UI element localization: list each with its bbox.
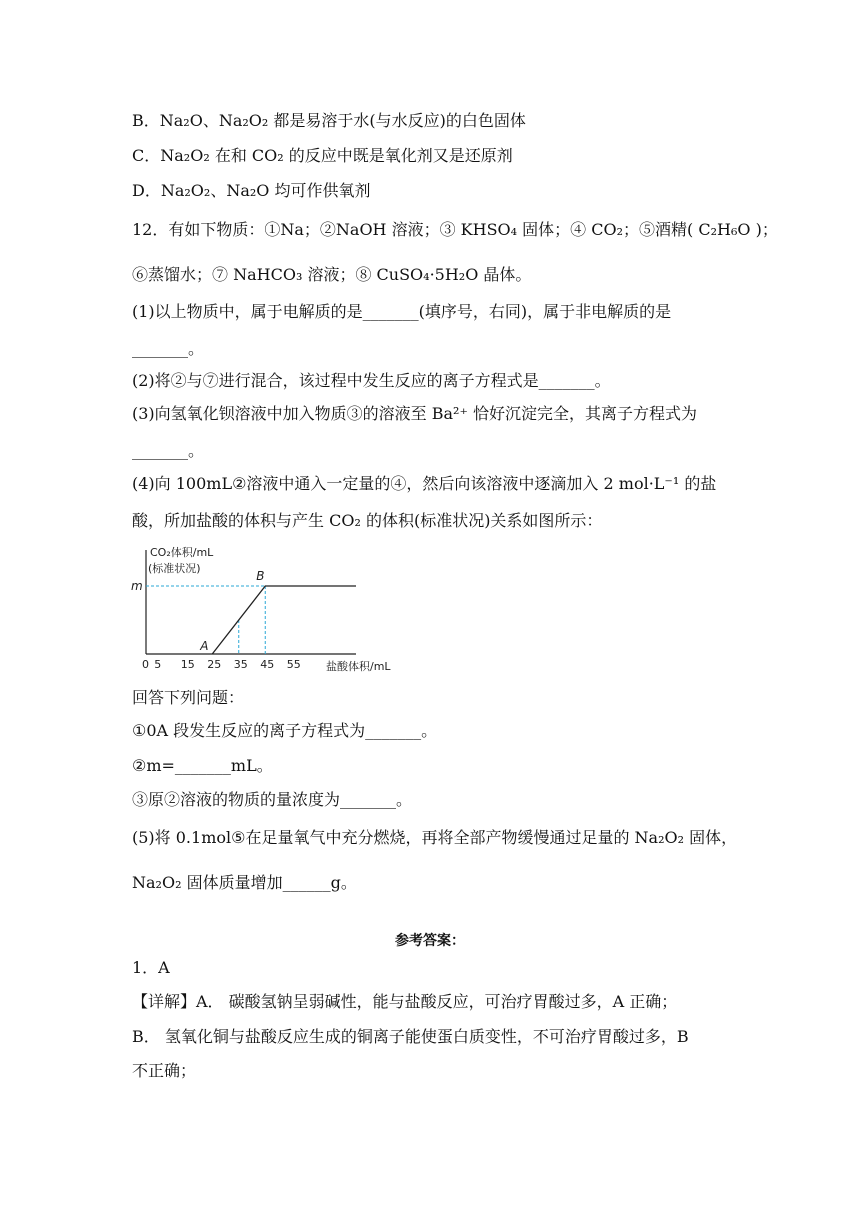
- x-tick-label: 5: [154, 658, 162, 671]
- question-12-cont: ⑥蒸馏水；⑦ NaHCO₃ 溶液；⑧ CuSO₄·5H₂O 晶体。: [132, 265, 532, 284]
- sub-question-1: (1)以上物质中，属于电解质的是_______(填序号，右同)，属于非电解质的是: [132, 302, 672, 321]
- y-tick-label-m: m: [131, 579, 143, 593]
- sub-question-3: (3)向氢氧化钡溶液中加入物质③的溶液至 Ba²⁺ 恰好沉淀完全，其离子方程式为: [132, 404, 697, 423]
- answer-prompt: 回答下列问题：: [132, 688, 245, 707]
- explanation-b: B． 氢氧化铜与盐酸反应生成的铜离子能使蛋白质变性，不可治疗胃酸过多，B: [132, 1027, 689, 1046]
- answer-2: ②m=_______mL。: [132, 756, 273, 775]
- series-line: [212, 586, 356, 654]
- co2-volume-chart: [128, 542, 391, 676]
- y-axis-label: CO₂体积/mL: [150, 546, 214, 559]
- sub-question-5-cont: Na₂O₂ 固体质量增加______g。: [132, 873, 357, 892]
- explanation-b-cont: 不正确；: [132, 1061, 197, 1080]
- x-tick-label: 35: [233, 658, 248, 671]
- answer-3: ③原②溶液的物质的量浓度为_______。: [132, 790, 413, 809]
- x-tick-label: 25: [207, 658, 222, 671]
- sub-question-3-blank: _______。: [132, 441, 205, 460]
- sub-question-1-blank: _______。: [132, 339, 205, 358]
- x-tick-label: 0: [142, 658, 149, 671]
- explanation-a: 【详解】A． 碳酸氢钠呈弱碱性，能与盐酸反应，可治疗胃酸过多，A 正确；: [132, 992, 678, 1011]
- point-label-b: B: [256, 569, 265, 583]
- point-label-a: A: [200, 639, 209, 653]
- option-c: C．Na₂O₂ 在和 CO₂ 的反应中既是氧化剂又是还原剂: [132, 146, 513, 165]
- option-d: D．Na₂O₂、Na₂O 均可作供氧剂: [132, 181, 371, 200]
- x-tick-label: 45: [260, 658, 275, 671]
- option-b: B．Na₂O、Na₂O₂ 都是易溶于水(与水反应)的白色固体: [132, 111, 526, 130]
- answer-1: ①0A 段发生反应的离子方程式为_______。: [132, 721, 438, 740]
- x-axis-label: 盐酸体积/mL: [326, 660, 391, 673]
- sub-question-4: (4)向 100mL②溶液中通入一定量的④，然后向该溶液中逐滴加入 2 mol·L⁻¹ 的盐: [132, 474, 717, 493]
- answer-item-1: 1．A: [132, 958, 170, 977]
- y-axis-label-note: (标准状况): [148, 562, 201, 575]
- x-tick-label: 15: [180, 658, 195, 671]
- sub-question-4-cont: 酸，所加盐酸的体积与产生 CO₂ 的体积(标准状况)关系如图所示：: [132, 511, 603, 530]
- sub-question-5: (5)将 0.1mol⑤在足量氧气中充分燃烧，再将全部产物缓慢通过足量的 Na₂O₂ 固体，: [132, 828, 738, 847]
- x-tick-label: 55: [286, 658, 301, 671]
- sub-question-2: (2)将②与⑦进行混合，该过程中发生反应的离子方程式是_______。: [132, 371, 611, 390]
- answer-title: 参考答案：: [395, 933, 465, 949]
- question-12: 12．有如下物质：①Na；②NaOH 溶液；③ KHSO₄ 固体；④ CO₂；⑤酒精( C₂H₆O )；: [132, 220, 778, 239]
